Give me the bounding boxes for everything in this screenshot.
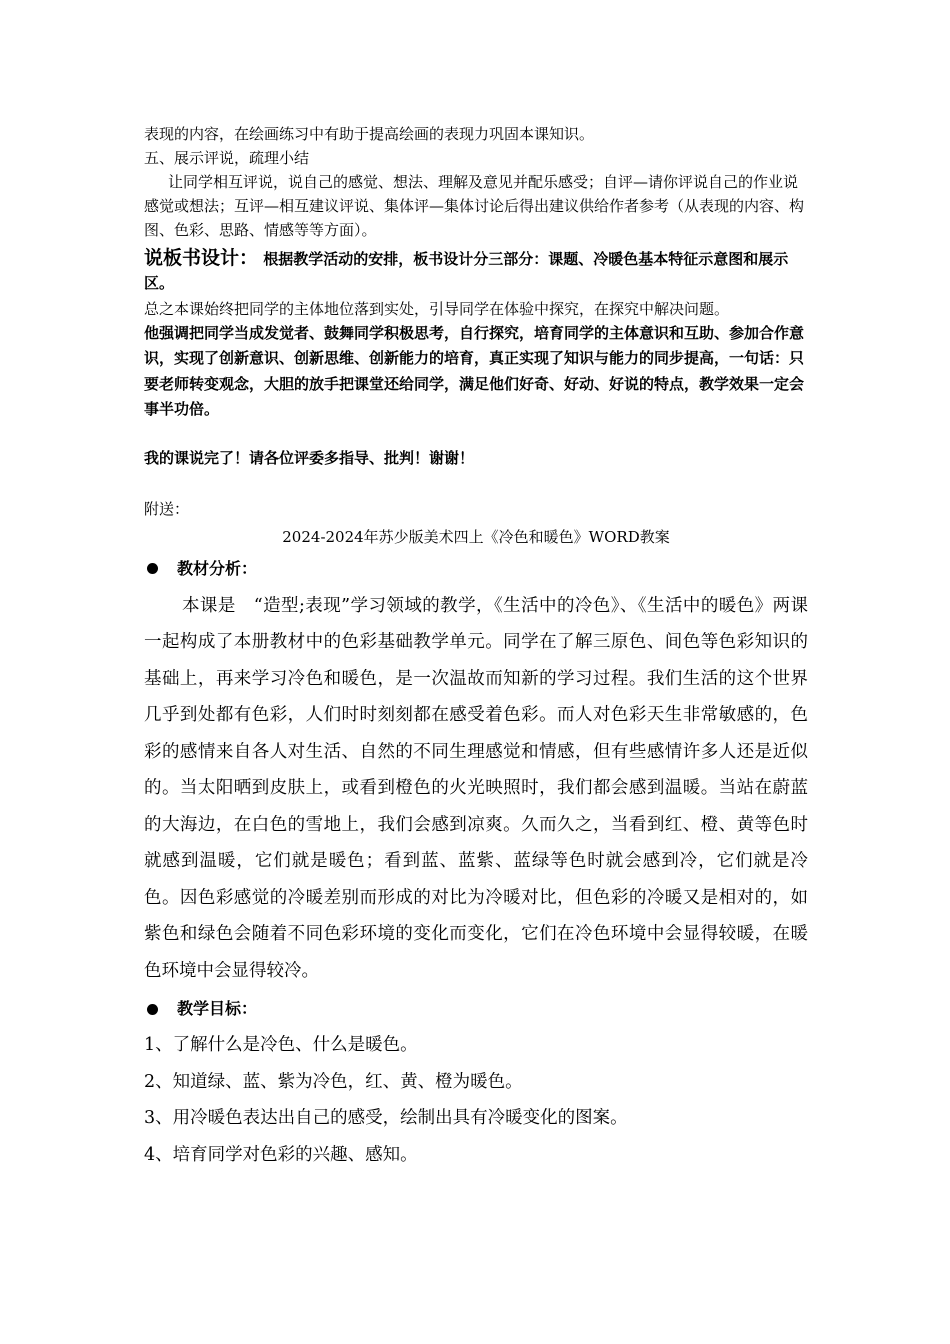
board-design	[144, 246, 808, 295]
step5-title: 五、展示评说，疏理小结	[144, 149, 310, 167]
teaching-goals-heading-text: 教学目标：	[177, 999, 258, 1019]
list-item: 3、用冷暖色表达出自己的感受，绘制出具有冷暖变化的图案。	[144, 1108, 628, 1129]
board-design-label: 说板书设计：	[144, 247, 259, 269]
bullet-icon	[147, 1004, 158, 1015]
material-analysis-heading	[144, 555, 808, 583]
list-item: 1、了解什么是冷色、什么是暖色。	[144, 1035, 418, 1056]
board-design-text: 根据教学活动的安排，板书设计分三部分：课题、冷暖色基本特征示意图和展示区。	[144, 250, 789, 292]
closing-remark: 我的课说完了！请各位评委多指导、批判！谢谢！	[144, 448, 475, 467]
bullet-icon	[147, 563, 158, 574]
list-item: 2、知道绿、蓝、紫为冷色，红、黄、橙为暖色。	[144, 1071, 523, 1092]
summary-bold-text: 他强调把同学当成发觉者、鼓舞同学积极思考，自行探究，培育同学的主体意识和互助、参加合作意识，实现了创新意识、创新思维、创新能力的培育，真正实现了知识与能力的同步提高，一句话：只要老师转变观念，大胆的放手把课堂还给同学，满足他们好奇、好动、好说的特点，教学效果一定会事半功倍。	[144, 324, 805, 419]
attachment-label: 附送：	[144, 499, 190, 518]
teaching-goals-list	[144, 1027, 808, 1173]
teaching-goals-heading	[144, 995, 808, 1023]
summary-first-line: 总之本课始终把同学的主体地位落到实处，引导同学在体验中探究，在探究中解决问题。	[144, 300, 730, 318]
list-item: 4、培育同学对色彩的兴趣、感知。	[144, 1144, 418, 1165]
attachment-title: 2024-2024年苏少版美术四上《冷色和暖色》WORD教案	[282, 527, 670, 546]
step5-text: 让同学相互评说，说自己的感觉、想法、理解及意见并配乐感受；自评—请你评说自己的作业说感觉或想法；互评—相互建议评说、集体评—集体讨论后得出建议供给作者参考（从表现的内容、构图、色彩、思路、情感等等方面）。	[144, 173, 805, 239]
document-content	[144, 122, 808, 1173]
material-analysis-text: 本课是 “造型;表现”学习领域的教学，《生活中的冷色》、《生活中的暖色》两课一起构成了本册教材中的色彩基础教学单元。同学在了解三原色、间色等色彩知识的基础上，再来学习冷色和暖色，是一次温故而知新的学习过程。我们生活的这个世界几乎到处都有色彩，人们时时刻刻都在感受着色彩。而人对色彩天生非常敏感的，色彩的感情来自各人对生活、自然的不同生理感觉和情感，但有些感情许多人还是近似的。当太阳晒到皮肤上，或看到橙色的火光映照时，我们都会感到温暖。当站在蔚蓝的大海边，在白色的雪地上，我们会感到凉爽。久而久之，当看到红、橙、黄等色时就感到温暖，它们就是暖色；看到蓝、蓝紫、蓝绿等色时就会感到冷，它们就是冷色。因色彩感觉的冷暖差别而形成的对比为冷暖对比，但色彩的冷暖又是相对的，如紫色和绿色会随着不同色彩环境的变化而变化，它们在冷色环境中会显得较暖，在暖色环境中会显得较冷。	[144, 595, 808, 981]
paragraph-continuation: 表现的内容，在绘画练习中有助于提高绘画的表现力巩固本课知识。	[144, 125, 595, 143]
material-analysis-heading-text: 教材分析：	[177, 558, 258, 578]
